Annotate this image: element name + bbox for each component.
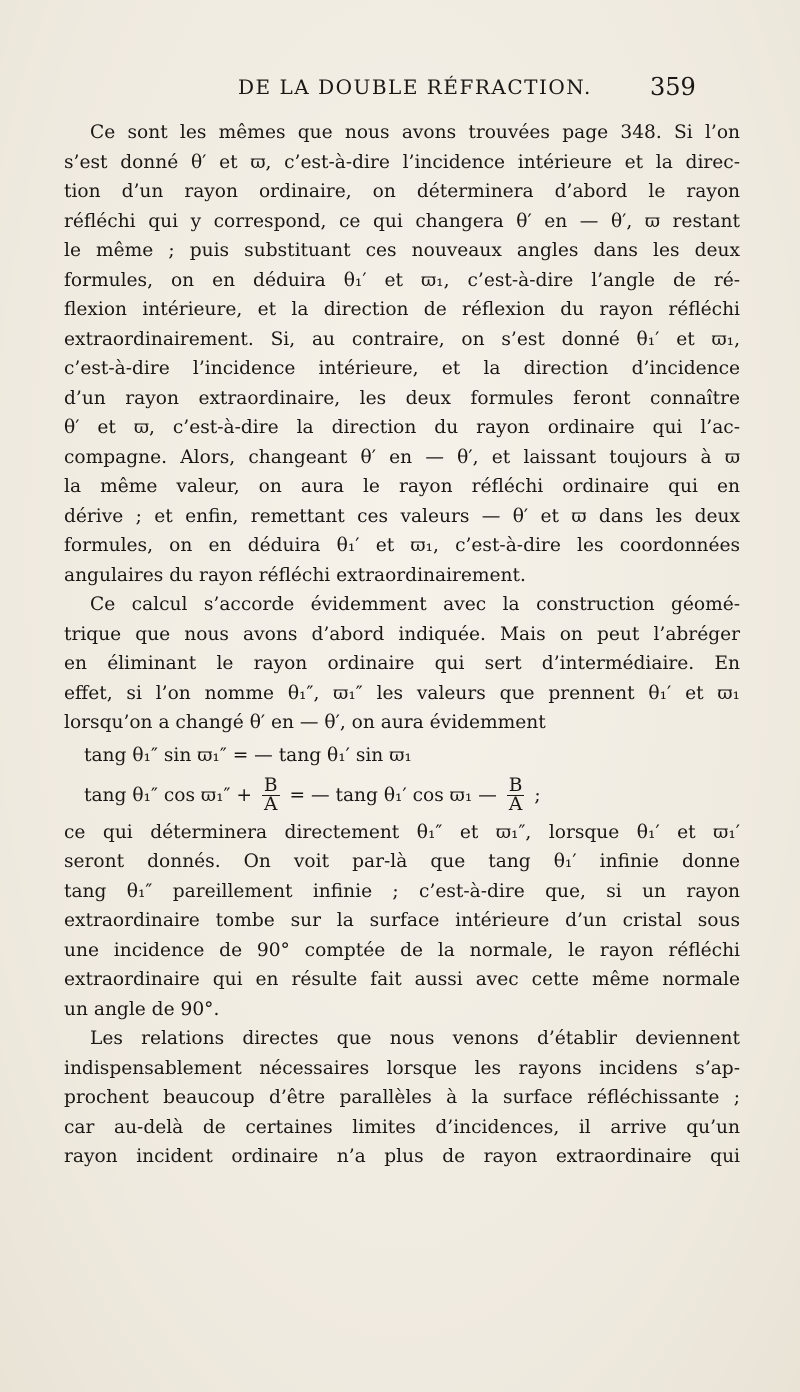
formula-sine: tang θ₁″ sin ϖ₁″ = — tang θ₁′ sin ϖ₁ [84, 744, 412, 766]
text-line: Les relations directes que nous venons d’établir deviennent [90, 1028, 740, 1049]
text-line: car au-delà de certaines limites d’incidences, il arrive qu’un [64, 1116, 740, 1138]
text-line: prochent beaucoup d’être parallèles à la surface réfléchissante ; [64, 1087, 740, 1108]
text-line: compagne. Alors, changeant θ′ en — θ′, et laissant toujours à ϖ [64, 446, 740, 468]
formula-cosine-middle: = — tang θ₁′ cos ϖ₁ — [289, 784, 497, 806]
text-line: s’est donné θ′ et ϖ, c’est-à-dire l’incidence intérieure et la direc- [64, 151, 740, 173]
text-line: formules, on en déduira θ₁′ et ϖ₁, c’est-à-dire les coordonnées [64, 535, 740, 556]
text-line: une incidence de 90° comptée de la normale, le rayon réfléchi [64, 939, 740, 961]
text-line: lorsqu’on a changé θ′ en — θ′, on aura évidemment [64, 712, 546, 733]
text-line: trique que nous avons d’abord indiquée. Mais on peut l’abréger [64, 623, 740, 645]
fraction-denominator: A [264, 794, 278, 815]
text-line: rayon incident ordinaire n’a plus de rayon extraordinaire qui [64, 1146, 740, 1167]
text-line: extraordinaire tombe sur la surface intérieure d’un cristal sous [64, 910, 740, 931]
fraction-numerator: B [508, 775, 523, 796]
formula-cosine [64, 774, 740, 818]
text-line: tion d’un rayon ordinaire, on déterminera d’abord le rayon [64, 181, 740, 202]
text-line: la même valeur, on aura le rayon réfléchi ordinaire qui en [64, 476, 740, 497]
text-line: extraordinairement. Si, au contraire, on s’est donné θ₁′ et ϖ₁, [64, 328, 740, 350]
text-line: effet, si l’on nomme θ₁″, ϖ₁″ les valeurs que prennent θ₁′ et ϖ₁ [64, 682, 740, 704]
text-line: réfléchi qui y correspond, ce qui changera θ′ en — θ′, ϖ restant [64, 210, 740, 232]
text-line: flexion intérieure, et la direction de réflexion du rayon réfléchi [64, 299, 740, 320]
running-head [0, 75, 800, 115]
fraction-denominator: A [508, 794, 523, 815]
text-line: un angle de 90°. [64, 998, 220, 1020]
text-line: le même ; puis substituant ces nouveaux angles dans les deux [64, 240, 740, 261]
text-line: d’un rayon extraordinaire, les deux formules feront connaître [64, 387, 740, 409]
text-line: Ce sont les mêmes que nous avons trouvées page 348. Si l’on [90, 122, 740, 143]
text-line: c’est-à-dire l’incidence intérieure, et la direction d’incidence [64, 358, 740, 379]
text-line: ce qui déterminera directement θ₁″ et ϖ₁″, lorsque θ₁′ et ϖ₁′ [64, 821, 740, 843]
formula-cosine-end: ; [534, 784, 541, 806]
text-line: formules, on en déduira θ₁′ et ϖ₁, c’est-à-dire l’angle de ré- [64, 269, 740, 291]
text-line: angulaires du rayon réfléchi extraordinairement. [64, 564, 526, 586]
text-line: tang θ₁″ pareillement infinie ; c’est-à-dire que, si un rayon [64, 880, 740, 902]
fraction-b-over-a [507, 777, 525, 814]
running-title: DE LA DOUBLE RÉFRACTION. [238, 75, 592, 99]
text-line: extraordinaire qui en résulte fait aussi avec cette même normale [64, 969, 740, 990]
text-line: seront donnés. On voit par-là que tang θ₁′ infinie donne [64, 851, 740, 872]
fraction-b-over-a [262, 777, 280, 814]
page-number: 359 [650, 73, 696, 101]
body-text [64, 118, 740, 1172]
fraction-numerator: B [263, 775, 278, 796]
text-line: θ′ et ϖ, c’est-à-dire la direction du rayon ordinaire qui l’ac- [64, 417, 740, 438]
text-line: dérive ; et enfin, remettant ces valeurs — θ′ et ϖ dans les deux [64, 505, 740, 527]
text-line: indispensablement nécessaires lorsque les rayons incidens s’ap- [64, 1057, 740, 1079]
text-line: en éliminant le rayon ordinaire qui sert d’intermédiaire. En [64, 653, 740, 674]
text-line: Ce calcul s’accorde évidemment avec la construction géomé- [90, 594, 740, 615]
formula-cosine-left: tang θ₁″ cos ϖ₁″ + [84, 784, 252, 806]
